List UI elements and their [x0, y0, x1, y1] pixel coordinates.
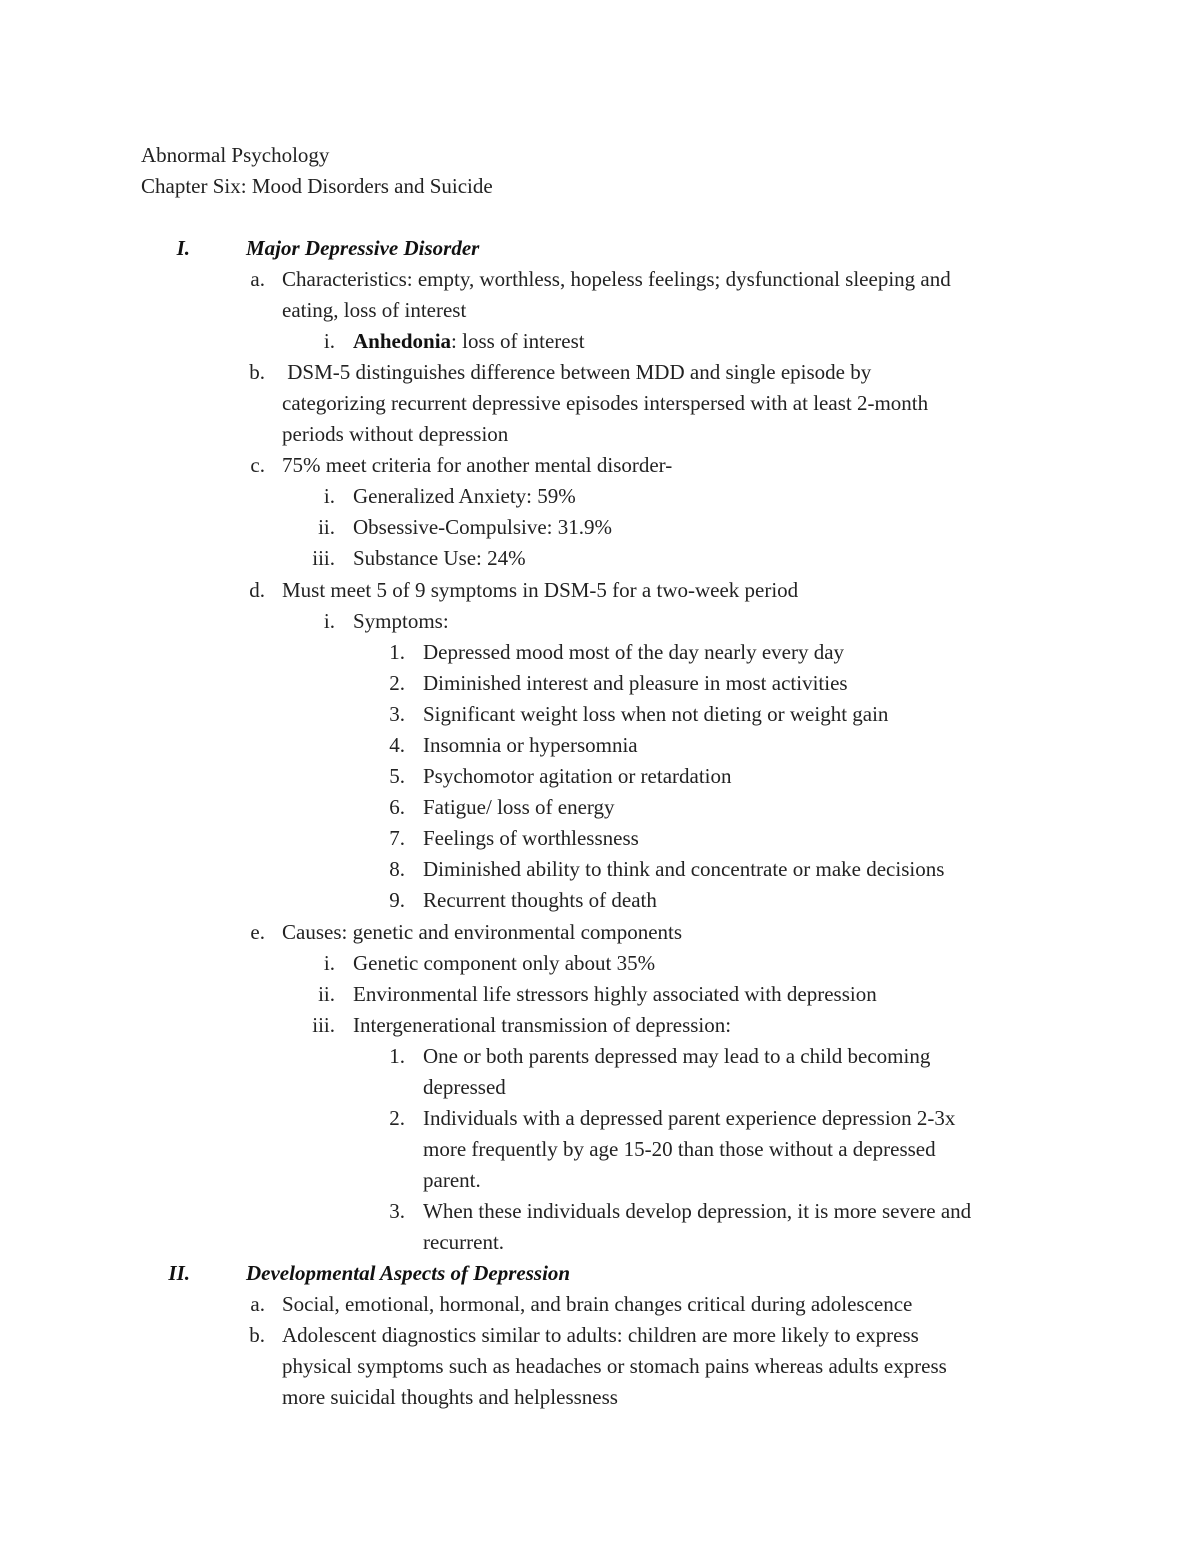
transmission-item: One or both parents depressed may lead to a child becoming [423, 1044, 931, 1068]
term-definition: : loss of interest [451, 329, 585, 353]
list-label: a. [250, 267, 265, 291]
section-number: II. [168, 1261, 190, 1285]
list-label: 1. [389, 1044, 405, 1068]
transmission-item: more frequently by age 15-20 than those without a depressed [423, 1137, 936, 1161]
list-label: 1. [389, 640, 405, 664]
list-label: d. [249, 578, 265, 602]
chapter-subtitle: Chapter Six: Mood Disorders and Suicide [141, 174, 493, 198]
list-item-text: physical symptoms such as headaches or stomach pains whereas adults express [282, 1354, 947, 1378]
list-item-text: periods without depression [282, 422, 509, 446]
list-item-text: Must meet 5 of 9 symptoms in DSM-5 for a two-week period [282, 578, 799, 602]
list-item-text: Intergenerational transmission of depression: [353, 1013, 732, 1037]
list-label: i. [323, 329, 335, 353]
list-item-text [353, 326, 585, 357]
list-item-text: Substance Use: 24% [353, 546, 526, 570]
list-label: ii. [318, 982, 335, 1006]
transmission-item: depressed [423, 1075, 506, 1099]
list-item-text: categorizing recurrent depressive episodes interspersed with at least 2-month [282, 391, 929, 415]
list-item-text: Genetic component only about 35% [353, 951, 656, 975]
list-item-text: more suicidal thoughts and helplessness [282, 1385, 618, 1409]
transmission-item: parent. [423, 1168, 481, 1192]
list-label: ii. [318, 515, 335, 539]
list-label: iii. [312, 546, 335, 570]
list-item-text: Obsessive-Compulsive: 31.9% [353, 515, 612, 539]
list-label: 3. [389, 1199, 405, 1223]
list-item-text: Generalized Anxiety: 59% [353, 484, 576, 508]
list-label: i. [323, 484, 335, 508]
transmission-item: When these individuals develop depression, it is more severe and [423, 1199, 972, 1223]
section-heading: Major Depressive Disorder [246, 236, 480, 260]
list-item-text: Causes: genetic and environmental components [282, 920, 683, 944]
list-item-text: eating, loss of interest [282, 298, 467, 322]
list-item-text: 75% meet criteria for another mental disorder- [282, 453, 673, 477]
list-item-text: Adolescent diagnostics similar to adults: children are more likely to express [282, 1323, 919, 1347]
section-heading: Developmental Aspects of Depression [246, 1261, 571, 1285]
document-title: Abnormal Psychology [141, 143, 330, 167]
list-label: 7. [389, 826, 405, 850]
list-item-text: Symptoms: [353, 609, 449, 633]
section-number: I. [176, 236, 190, 260]
symptom-item: Diminished interest and pleasure in most activities [423, 671, 848, 695]
list-item-text: DSM-5 distinguishes difference between MDD and single episode by [282, 360, 872, 384]
list-label: 2. [389, 671, 405, 695]
list-label: b. [249, 360, 265, 384]
symptom-item: Fatigue/ loss of energy [423, 795, 615, 819]
list-label: b. [249, 1323, 265, 1347]
symptom-item: Significant weight loss when not dieting or weight gain [423, 702, 889, 726]
list-label: i. [323, 609, 335, 633]
list-label: e. [250, 920, 265, 944]
list-label: iii. [312, 1013, 335, 1037]
list-label: 6. [389, 795, 405, 819]
list-label: 5. [389, 764, 405, 788]
list-label: 3. [389, 702, 405, 726]
symptom-item: Diminished ability to think and concentrate or make decisions [423, 857, 945, 881]
list-label: c. [250, 453, 265, 477]
key-term: Anhedonia [353, 329, 452, 353]
transmission-item: Individuals with a depressed parent experience depression 2-3x [423, 1106, 956, 1130]
list-item-text: Characteristics: empty, worthless, hopeless feelings; dysfunctional sleeping and [282, 267, 951, 291]
list-item-text: Environmental life stressors highly associated with depression [353, 982, 877, 1006]
list-label: i. [323, 951, 335, 975]
list-label: 4. [389, 733, 405, 757]
list-label: 2. [389, 1106, 405, 1130]
symptom-item: Psychomotor agitation or retardation [423, 764, 732, 788]
symptom-item: Depressed mood most of the day nearly every day [423, 640, 845, 664]
list-item-text: Social, emotional, hormonal, and brain changes critical during adolescence [282, 1292, 913, 1316]
list-label: a. [250, 1292, 265, 1316]
symptom-item: Recurrent thoughts of death [423, 888, 657, 912]
symptom-item: Insomnia or hypersomnia [423, 733, 638, 757]
list-label: 8. [389, 857, 405, 881]
transmission-item: recurrent. [423, 1230, 505, 1254]
symptom-item: Feelings of worthlessness [423, 826, 639, 850]
list-label: 9. [389, 888, 405, 912]
